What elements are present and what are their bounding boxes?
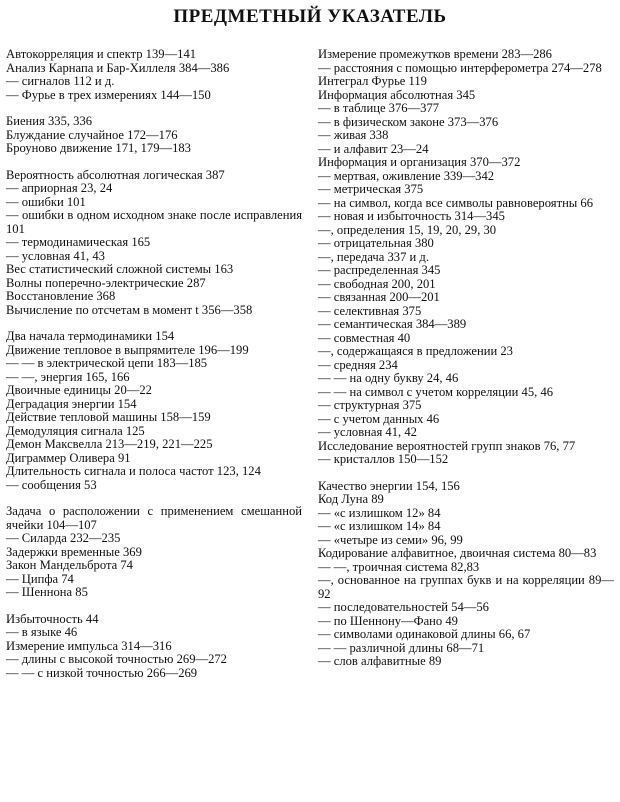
index-entry: — Силарда 232—235: [6, 531, 121, 545]
index-entry: Качество энергии 154, 156: [318, 478, 460, 493]
index-entry: Вероятность абсолютная логическая 387: [6, 167, 225, 182]
index-entry: Диграммер Оливера 91: [6, 450, 131, 465]
index-entry: — и алфавит 23—24: [318, 141, 429, 156]
index-entry: — селективная 375: [318, 303, 422, 318]
index-entry: — слов алфавитные 89: [318, 654, 442, 668]
index-entry: — «с излишком 12» 84: [318, 505, 441, 520]
index-entry: Измерение импульса 314—316: [6, 638, 172, 653]
index-entry: Движение тепловое в выпрямителе 196—199: [6, 342, 249, 357]
index-entry: — — в электрической цепи 183—185: [6, 356, 208, 370]
index-entry: — по Шеннону—Фано 49: [318, 613, 458, 628]
index-entry: Исследование вероятностей групп знаков 76, 77: [318, 438, 576, 453]
index-entry: — распределенная 345: [318, 263, 441, 277]
index-entry: Избыточность 44: [6, 611, 99, 626]
index-entry: — — различной длины 68—71: [318, 640, 485, 655]
index-entry: — ошибки в одном исходном знаке после исправления 101: [6, 208, 302, 236]
page-title: ПРЕДМЕТНЫЙ УКАЗАТЕЛЬ: [173, 6, 447, 27]
index-entry: Анализ Карнапа и Бар-Хиллеля 384—386: [6, 60, 230, 75]
index-entry: Длительность сигнала и полоса частот 123, 124: [6, 464, 261, 478]
index-entry: — сигналов 112 и д.: [6, 74, 115, 88]
group-gap: [318, 467, 614, 480]
index-entry: — —, троичная система 82,83: [318, 559, 480, 574]
index-entry: — последовательностей 54—56: [318, 600, 489, 614]
index-entry: Код Луна 89: [318, 492, 384, 506]
index-entry: — априорная 23, 24: [6, 181, 113, 195]
index-entry: — кристаллов 150—152: [318, 452, 449, 466]
index-entry: — в языке 46: [6, 625, 78, 639]
index-entry: Измерение промежутков времени 283—286: [318, 47, 552, 61]
index-entry: Вес статистический сложной системы 163: [6, 262, 234, 276]
index-entry: — Шеннона 85: [6, 585, 88, 599]
index-entry: —, основанное на группах букв и на корреляции 89—92: [318, 573, 614, 601]
index-entry: Два начала термодинамики 154: [6, 329, 175, 343]
index-entry: Волны поперечно-электрические 287: [6, 275, 206, 290]
index-entry: — сообщения 53: [6, 477, 97, 492]
index-entry: — символами одинаковой длины 66, 67: [318, 627, 531, 641]
index-entry: —, передача 337 и д.: [318, 249, 429, 264]
index-entry: — совместная 40: [318, 330, 411, 345]
index-entry: Действие тепловой машины 158—159: [6, 410, 211, 424]
group-gap: [6, 600, 302, 613]
index-entry: — новая и избыточность 314—345: [318, 209, 505, 223]
index-entry: Демодуляция сигнала 125: [6, 423, 145, 438]
index-entry: — Фурье в трех измерениях 144—150: [6, 87, 211, 102]
index-entry: —, содержащаяся в предложении 23: [318, 344, 513, 358]
index-entry: Интеграл Фурье 119: [318, 74, 427, 88]
index-entry: — термодинамическая 165: [6, 235, 151, 249]
index-entry: Деградация энергии 154: [6, 396, 137, 411]
index-entry: Автокорреляция и спектр 139—141: [6, 47, 197, 61]
index-entry: Биения 335, 336: [6, 114, 93, 128]
index-entry: Вычисление по отсчетам в момент t 356—358: [6, 302, 253, 317]
index-entry: — с учетом данных 46: [318, 411, 440, 426]
index-entry: Задержки временные 369: [6, 544, 142, 559]
index-entry: Восстановление 368: [6, 289, 116, 303]
index-entry: Двоичные единицы 20—22: [6, 383, 152, 397]
index-entry: — — на одну букву 24, 46: [318, 371, 459, 385]
index-entry: — отрицательная 380: [318, 236, 434, 250]
index-entry: Информация абсолютная 345: [318, 87, 476, 102]
index-entry: Закон Мандельброта 74: [6, 558, 133, 572]
index-entry: — ошибки 101: [6, 194, 86, 209]
index-entry: — структурная 375: [318, 398, 422, 412]
index-entry: — условная 41, 42: [318, 425, 417, 439]
index-entry: — мертвая, оживление 339—342: [318, 168, 495, 183]
index-entry: Демон Максвелла 213—219, 221—225: [6, 437, 213, 451]
index-column-right: [318, 48, 614, 669]
index-column-left: [6, 48, 302, 680]
index-entry: Кодирование алфавитное, двоичная система 80—83: [318, 546, 597, 560]
group-gap: [6, 156, 302, 169]
index-entry: — живая 338: [318, 128, 389, 142]
index-entry: —, определения 15, 19, 20, 29, 30: [318, 222, 497, 237]
index-entry: Блуждание случайное 172—176: [6, 127, 178, 142]
index-entry: — семантическая 384—389: [318, 317, 467, 331]
index-entry: — «с излишком 14» 84: [318, 519, 441, 533]
index-entry: Задача о расположении с применением смешанной ячейки 104—107: [6, 504, 302, 532]
index-entry: — в таблице 376—377: [318, 101, 440, 115]
index-entry: — на символ, когда все символы равновероятны 66: [318, 195, 594, 210]
index-entry: — длины с высокой точностью 269—272: [6, 652, 227, 666]
index-entry: — средняя 234: [318, 357, 398, 372]
index-entry: Броуново движение 171, 179—183: [6, 141, 191, 155]
index-entry: — свободная 200, 201: [318, 276, 436, 291]
index-entry: — — на символ с учетом корреляции 45, 46: [318, 384, 554, 399]
index-entry: — — с низкой точностью 266—269: [6, 665, 198, 680]
index-entry: — «четыре из семи» 96, 99: [318, 532, 463, 547]
index-entry: — в физическом законе 373—376: [318, 114, 499, 129]
index-entry: — метрическая 375: [318, 182, 424, 196]
index-entry: — —, энергия 165, 166: [6, 369, 130, 384]
index-entry: — связанная 200—201: [318, 290, 440, 304]
index-entry: — расстояния с помощью интерферометра 274—278: [318, 60, 602, 75]
index-entry: — Ципфа 74: [6, 571, 74, 586]
index-entry: — условная 41, 43: [6, 248, 105, 263]
index-entry: Информация и организация 370—372: [318, 155, 521, 169]
